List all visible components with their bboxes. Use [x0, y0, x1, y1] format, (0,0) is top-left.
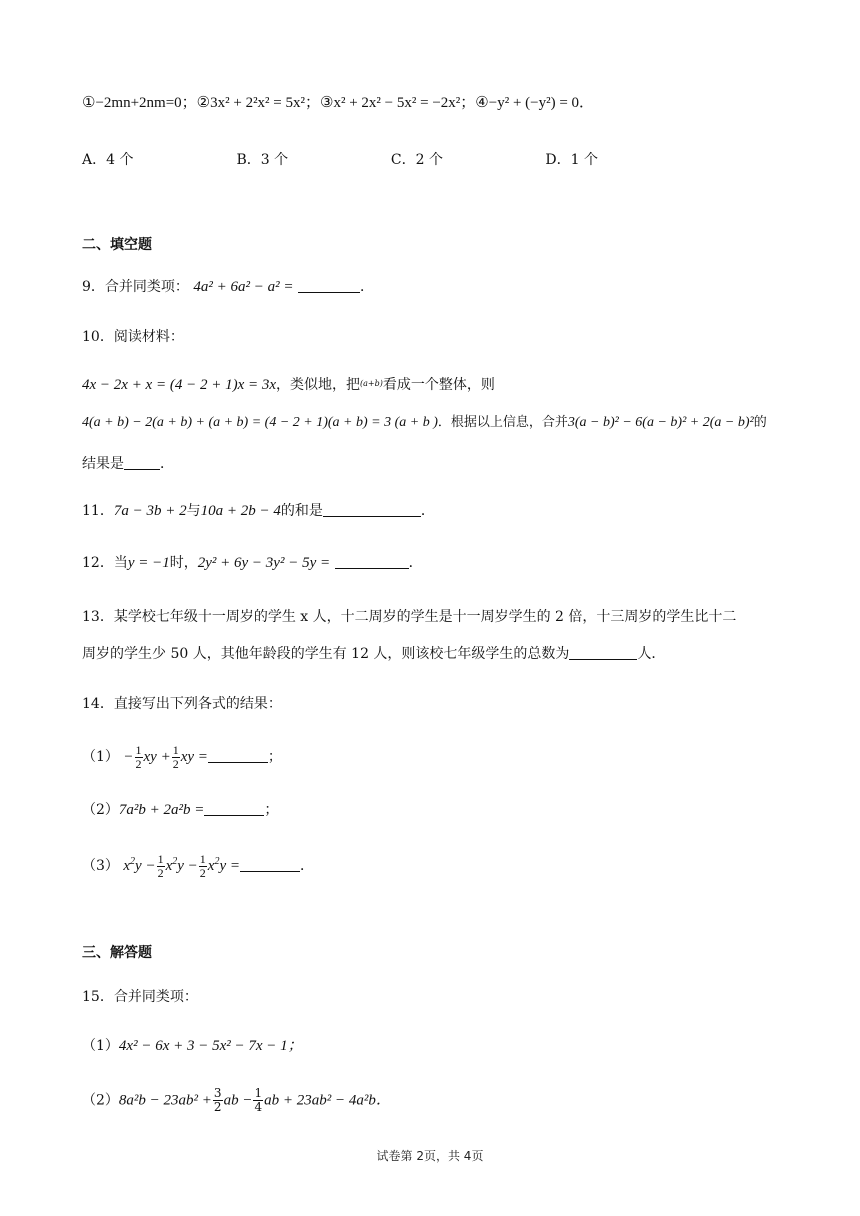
section-solve-title: 三、解答题: [82, 945, 152, 961]
answer-blank: [240, 857, 300, 872]
question-15-part-1: （1）4x² − 6x + 3 − 5x² − 7x − 1；: [82, 1038, 303, 1054]
question-10-line-2: 4(a + b) − 2(a + b) + (a + b) = (4 − 2 + 1)(a + b) = 3 (a + b )．根据以上信息，合并3(a − b)² − 6(a − b)² + 2(a − b)²的: [82, 415, 767, 430]
question-14-title: 14．直接写出下列各式的结果：: [82, 696, 282, 712]
question-12: 12．当y = −1时，2y² + 6y − 3y² − 5y = ．: [82, 555, 423, 571]
section-fill-in-title: 二、填空题: [82, 237, 152, 253]
question-13-line-1: 13．某学校七年级十一周岁的学生 x 人，十二周岁的学生是十一周岁学生的 2 倍，十三周岁的学生比十二: [82, 609, 737, 625]
question-11: 11．7a − 3b + 2与10a + 2b − 4的和是 ．: [82, 503, 435, 519]
option-d: D．1 个: [545, 152, 598, 168]
question-15-title: 15．合并同类项：: [82, 989, 198, 1005]
answer-blank: [323, 502, 421, 517]
question-14-part-2: （2）7a²b + 2a²b = ；: [82, 802, 279, 818]
option-c: C．2 个: [390, 152, 443, 168]
page-footer: 试卷第 2页，共 4页: [376, 1149, 484, 1163]
option-b: B．3 个: [236, 152, 289, 168]
question-10-line-1: 4x − 2x + x = (4 − 2 + 1)x = 3x，类似地，把$^{(a+b)}$看成一个整体，则: [82, 377, 495, 393]
question-9: 9．合并同类项： 4a² + 6a² − a² = ．: [82, 279, 374, 295]
question-14-part-3: （3） $x^2y$ − $\frac{1}{2}$ $x^2y$ − $\frac{1}{2}$ $x^2y$ = ．: [82, 852, 314, 881]
answer-blank: [569, 645, 637, 660]
answer-blank: [335, 554, 409, 569]
question-10-title: 10．阅读材料：: [82, 329, 184, 345]
option-a: A．4 个: [82, 152, 134, 168]
answer-blank: [204, 801, 264, 816]
question-10-line-3: 结果是 ．: [82, 456, 174, 472]
question-14-part-1: （1） − $\frac{1}{2}$ xy + $\frac{1}{2}$ xy = ；: [82, 743, 282, 771]
answer-blank: [208, 748, 268, 763]
question-15-part-2: （2）8a²b − 23ab² + $\frac{3}{2}$ ab − $\frac{1}{4}$ ab + 23ab² − 4a²b．: [82, 1086, 391, 1114]
q8-options: [82, 150, 598, 170]
question-13-line-2: 周岁的学生少 50 人，其他年龄段的学生有 12 人，则该校七年级学生的总数为 人．: [82, 646, 666, 662]
answer-blank: [298, 278, 360, 293]
answer-blank: [124, 455, 160, 470]
q8-items: ①−2mn+2nm=0；②3x² + 2²x² = 5x²；③x² + 2x² − 5x² = −2x²；④−y² + (−y²) = 0．: [82, 95, 595, 111]
